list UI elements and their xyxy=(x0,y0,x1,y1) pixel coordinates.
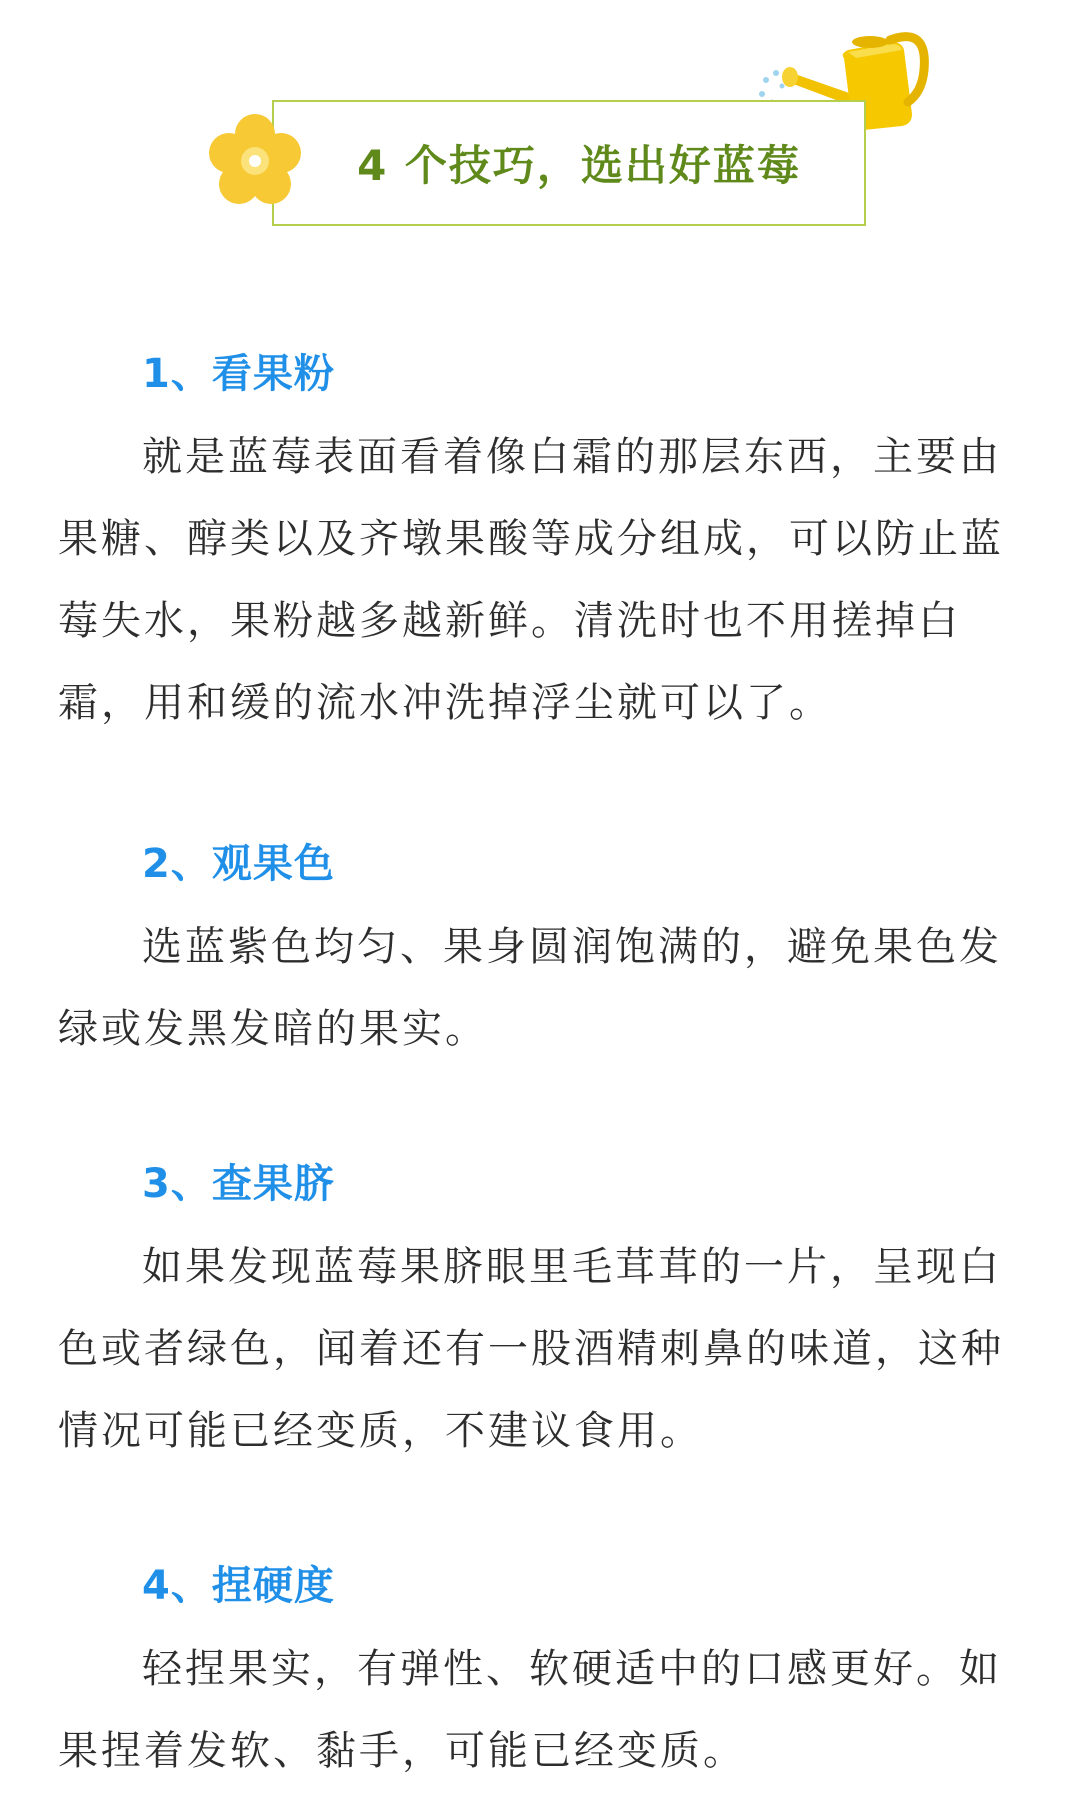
section-body-4: 轻捏果实，有弹性、软硬适中的口感更好。如果捏着发软、黏手，可能已经变质。 xyxy=(58,1646,1002,1774)
section-heading-3: 3、查果脐 xyxy=(142,1161,335,1207)
section-body-1: 就是蓝莓表面看着像白霜的那层东西，主要由果糖、醇类以及齐墩果酸等成分组成，可以防止蓝莓失水，果粉越多越新鲜。清洗时也不用搓掉白霜，用和缓的流水冲洗掉浮尘就可以了。 xyxy=(58,434,1004,726)
section-body-3: 如果发现蓝莓果脐眼里毛茸茸的一片，呈现白色或者绿色，闻着还有一股酒精刺鼻的味道，这种情况可能已经变质，不建议食用。 xyxy=(58,1244,1004,1454)
title-banner xyxy=(272,100,866,226)
section-body-2: 选蓝紫色均匀、果身圆润饱满的，避免果色发绿或发黑发暗的果实。 xyxy=(58,924,1002,1052)
section-heading-1: 1、看果粉 xyxy=(142,351,335,397)
section-heading-2: 2、观果色 xyxy=(142,841,335,887)
section-heading-4: 4、捏硬度 xyxy=(142,1563,335,1609)
flower-icon xyxy=(206,112,304,210)
page-title: 4 个技巧，选出好蓝莓 xyxy=(357,141,801,190)
